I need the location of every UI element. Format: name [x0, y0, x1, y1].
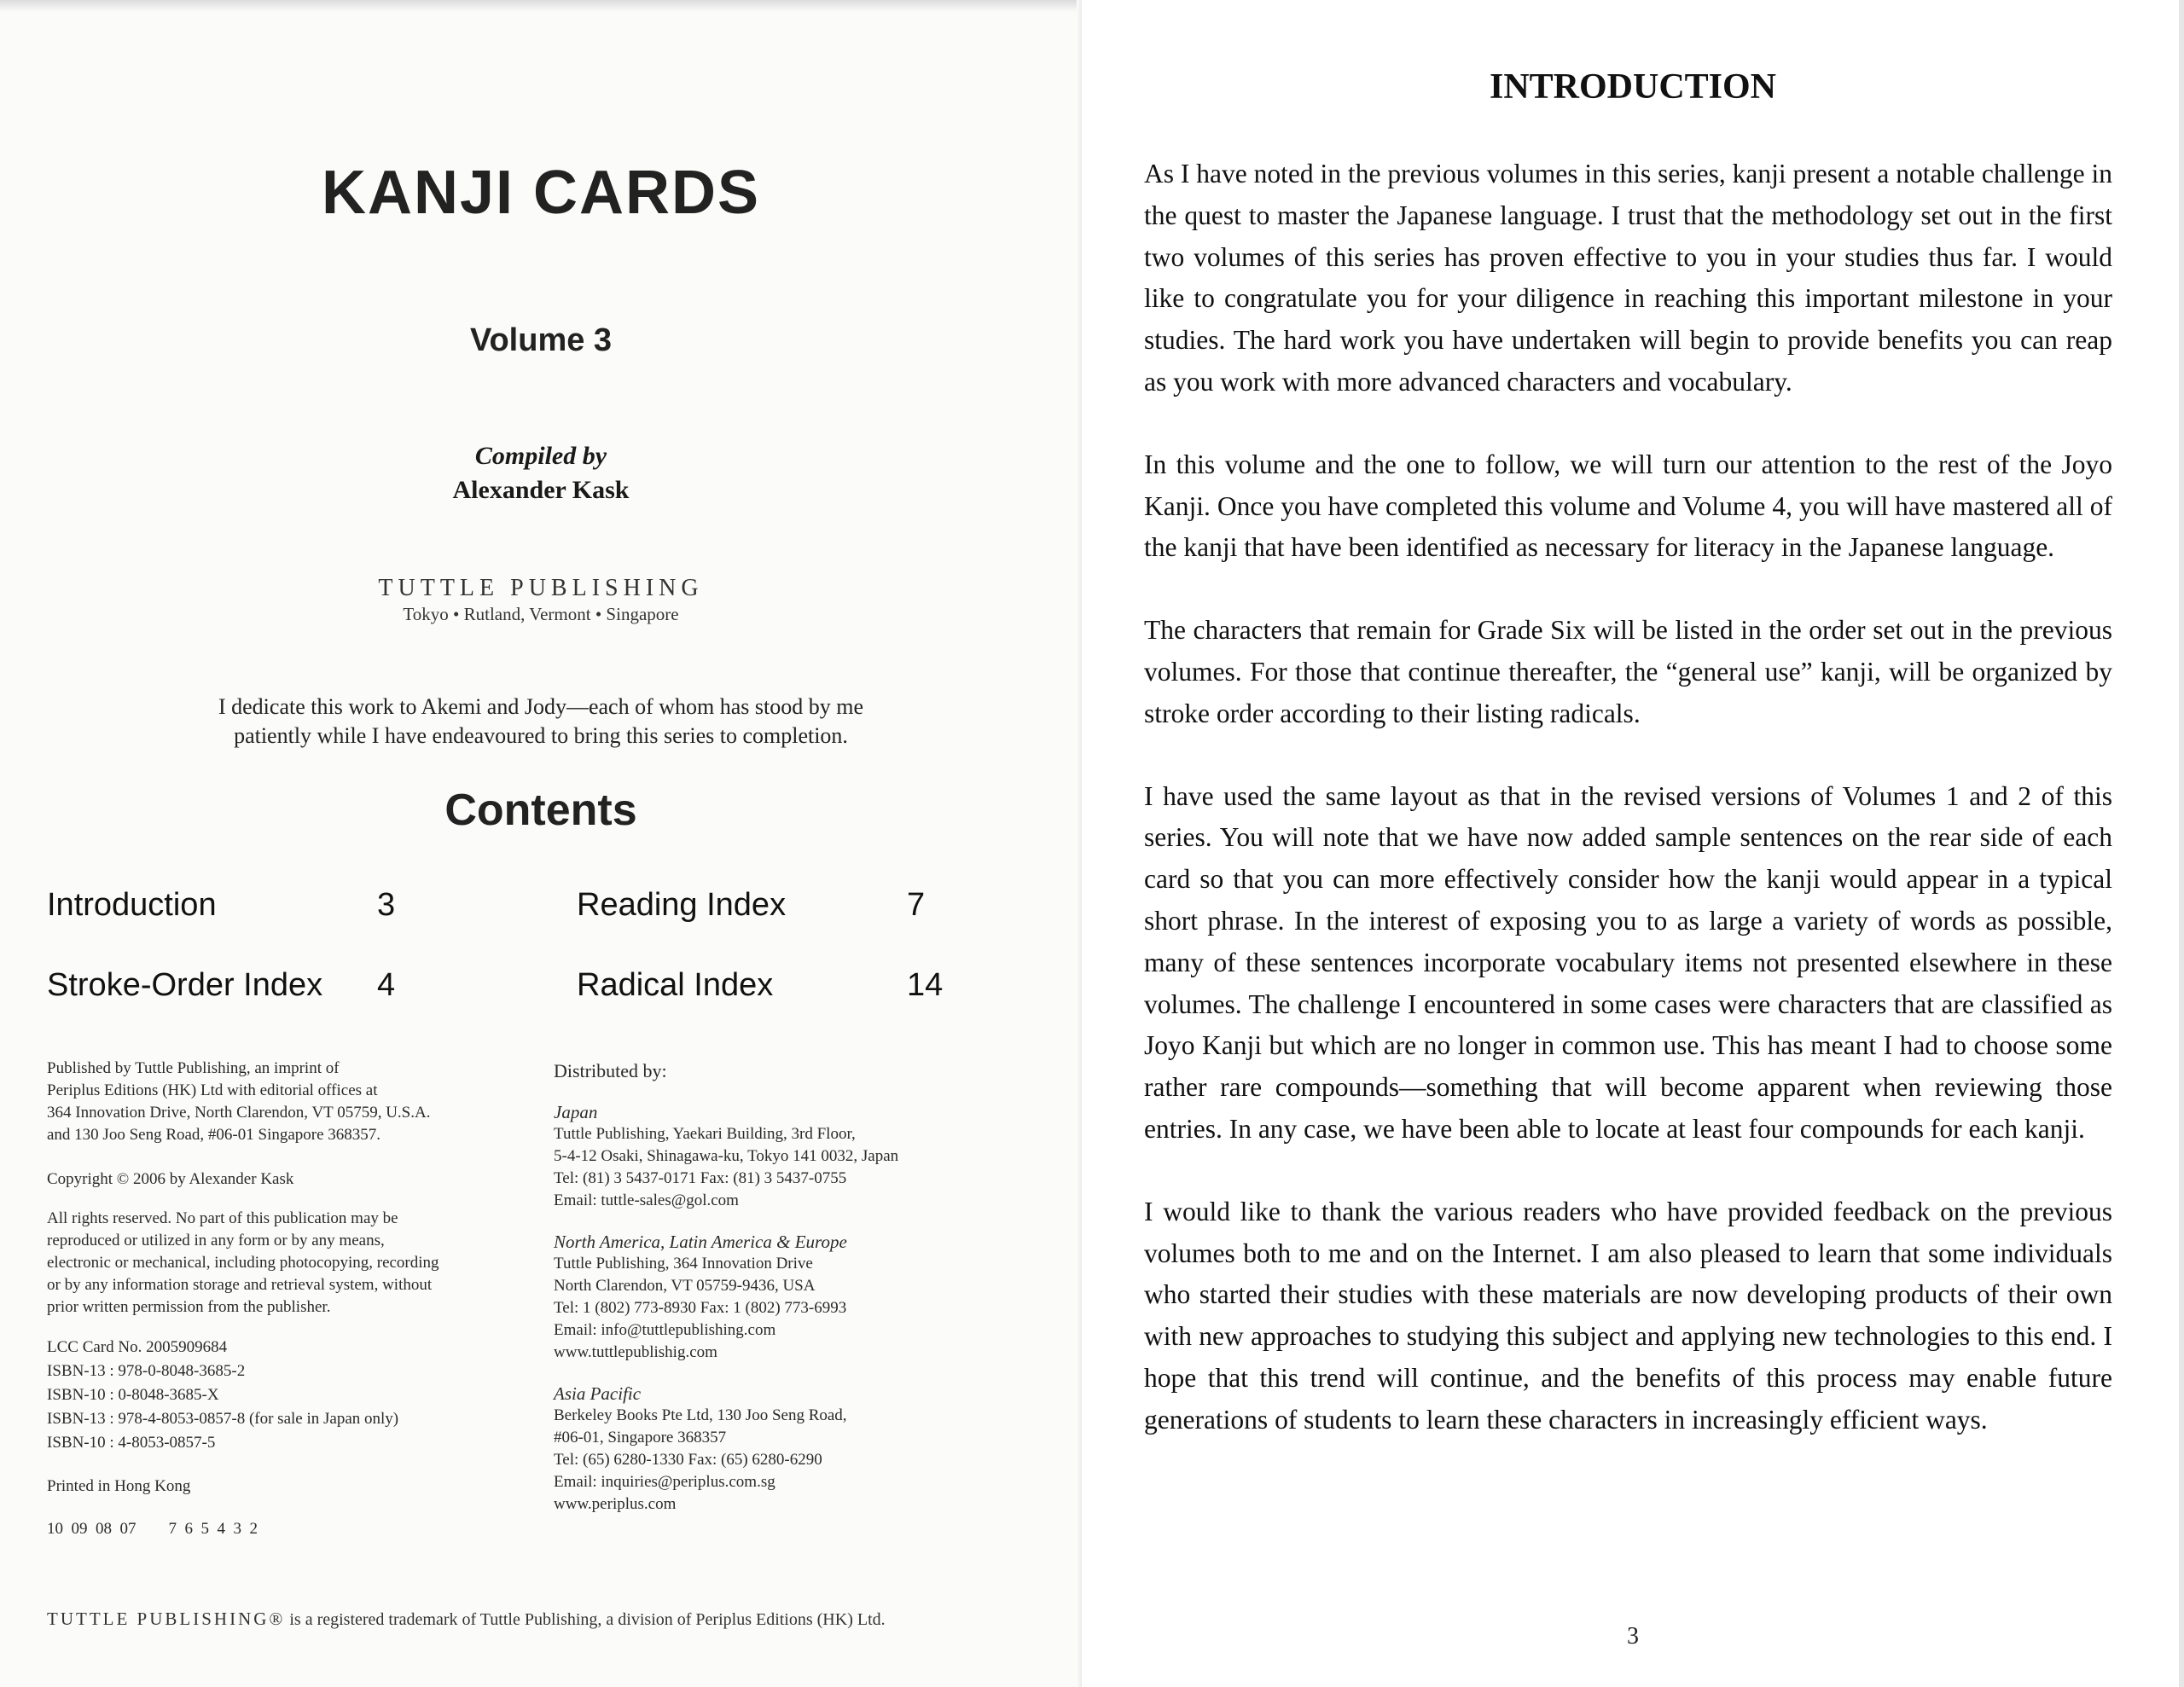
dedication-line: I dedicate this work to Akemi and Jody—each of whom has stood by me [218, 694, 864, 719]
print-number-line: 10 09 08 07 7 6 5 4 3 2 [47, 1520, 258, 1538]
published-by-block [47, 1058, 525, 1146]
address-line: Tel: (81) 3 5437-0171 Fax: (81) 3 5437-0755 [554, 1169, 847, 1187]
distribution-column [554, 1060, 1031, 1516]
introduction-body [1144, 154, 2112, 1482]
identifier-line: ISBN-13 : 978-4-8053-0857-8 (for sale in Japan only) [47, 1410, 399, 1428]
rights-line: electronic or mechanical, including photocopying, recording [47, 1254, 439, 1272]
trademark-name: TUTTLE PUBLISHING® [47, 1609, 286, 1629]
identifier-line: ISBN-10 : 4-8053-0857-5 [47, 1434, 216, 1452]
intro-paragraph: As I have noted in the previous volumes in this series, kanji present a notable challenge in the quest to master the Japanese language. I trust that the methodology set out in the first two volumes of this series has proven effective to you in your studies thus far. I would like to congratulate you for your diligence in reaching this important milestone in your studies. The hard work you have undertaken will begin to provide benefits you can reap as you work with more advanced characters and vocabulary. [1144, 159, 2112, 397]
volume-label: Volume 3 [469, 322, 613, 358]
distributed-by-label: Distributed by: [554, 1060, 667, 1081]
intro-paragraph: I have used the same layout as that in the revised versions of Volumes 1 and 2 of this series. You will note that we have now added sample sentences on the rear side of each card so that you can more effectively consider how the kanji would appear in a typical short phrase. In the interest of exposing you to as large a variety of words as possible, many of these sentences incorporate vocabulary items not presented elsewhere in these volumes. The challenge I encountered in some cases were characters that are classified as Joyo Kanji but which are no longer in common use. This has meant I had to choose some rather rare compounds—something that will become apparent when reviewing those entries. In any case, we have been able to locate at least four compounds for each kanji. [1144, 780, 2112, 1144]
rights-line: All rights reserved. No part of this publication may be [47, 1209, 398, 1227]
identifier-line: LCC Card No. 2005909684 [47, 1338, 228, 1356]
trademark-notice [47, 1609, 886, 1630]
toc-item-reading-index: Reading Index [577, 887, 787, 923]
imprint-line: Published by Tuttle Publishing, an imprint of [47, 1059, 340, 1077]
region-label: North America, Latin America & Europe [554, 1232, 847, 1252]
address-line: Tel: (65) 6280-1330 Fax: (65) 6280-6290 [554, 1451, 822, 1469]
introduction-heading: INTRODUCTION [1489, 67, 1777, 107]
trademark-text: is a registered trademark of Tuttle Publishing, a division of Periplus Editions (HK) Ltd. [285, 1610, 886, 1629]
address-line: Tuttle Publishing, 364 Innovation Drive [554, 1255, 813, 1272]
intro-paragraph: The characters that remain for Grade Six will be listed in the order set out in the previous volumes. For those that continue thereafter, the “general use” kanji, will be organized by stroke order according to their listing radicals. [1144, 615, 2112, 728]
toc-item-radical-index: Radical Index [577, 967, 774, 1003]
toc-item-stroke-order-index: Stroke-Order Index [47, 967, 323, 1003]
toc-page-stroke-order-index: 4 [377, 967, 396, 1003]
region-label: Japan [554, 1102, 598, 1122]
copyright-line: Copyright © 2006 by Alexander Kask [47, 1170, 294, 1188]
toc-item-introduction: Introduction [47, 887, 217, 923]
address-line: www.tuttlepublishig.com [554, 1343, 717, 1361]
identifier-line: ISBN-10 : 0-8048-3685-X [47, 1386, 219, 1404]
page-edge [2179, 0, 2184, 1687]
imprint-column [47, 1058, 525, 1540]
contents-title: Contents [444, 786, 637, 835]
compiler-name: Alexander Kask [452, 476, 630, 504]
left-page [0, 0, 1082, 1687]
identifier-line: ISBN-13 : 978-0-8048-3685-2 [47, 1362, 246, 1380]
rights-line: reproduced or utilized in any form or by any means, [47, 1232, 385, 1249]
intro-paragraph: In this volume and the one to follow, we will turn our attention to the rest of the Joyo Kanji. Once you have completed this volume and Volume 4, you will have mastered all of the kanji that have been identified as necessary for literacy in the Japanese language. [1144, 449, 2112, 563]
imprint-line: 364 Innovation Drive, North Clarendon, VT 05759, U.S.A. [47, 1104, 431, 1122]
distributor-americas [554, 1231, 1031, 1364]
page-number: 3 [1627, 1623, 1639, 1649]
compiled-by-label: Compiled by [474, 442, 607, 470]
address-line: Tel: 1 (802) 773-8930 Fax: 1 (802) 773-6993 [554, 1299, 847, 1317]
address-line: Email: info@tuttlepublishing.com [554, 1321, 776, 1339]
printed-in-line: Printed in Hong Kong [47, 1477, 191, 1495]
address-line: North Clarendon, VT 05759-9436, USA [554, 1277, 816, 1295]
distributor-asia [554, 1383, 1031, 1516]
address-line: Email: inquiries@periplus.com.sg [554, 1473, 775, 1491]
intro-paragraph: I would like to thank the various readers who have provided feedback on the previous volumes both to me and on the Internet. I am also pleased to learn that some individuals who started their studies with these materials are now developing products of their own with new approaches to studying this subject and applying new technologies to this end. I hope that this trend will continue, and the benefits of this process may enable future generations of students to learn these characters in increasingly efficient ways. [1144, 1196, 2112, 1435]
dedication [128, 693, 954, 751]
rights-block [47, 1208, 525, 1319]
book-title: KANJI CARDS [321, 159, 761, 227]
imprint-line: Periplus Editions (HK) Ltd with editorial offices at [47, 1081, 378, 1099]
imprint-line: and 130 Joo Seng Road, #06-01 Singapore 368357. [47, 1126, 381, 1144]
address-line: 5-4-12 Osaki, Shinagawa-ku, Tokyo 141 0032, Japan [554, 1147, 899, 1165]
toc-page-radical-index: 14 [907, 967, 944, 1003]
toc-page-introduction: 3 [377, 887, 396, 923]
address-line: Berkeley Books Pte Ltd, 130 Joo Seng Road, [554, 1406, 847, 1424]
toc-page-reading-index: 7 [907, 887, 926, 923]
publisher-name: TUTTLE PUBLISHING [378, 575, 704, 601]
address-line: Tuttle Publishing, Yaekari Building, 3rd Floor, [554, 1125, 856, 1143]
publisher-locations: Tokyo • Rutland, Vermont • Singapore [403, 604, 679, 624]
distributor-japan [554, 1101, 1031, 1212]
address-line: www.periplus.com [554, 1495, 677, 1513]
address-line: #06-01, Singapore 368357 [554, 1429, 727, 1446]
address-line: Email: tuttle-sales@gol.com [554, 1191, 739, 1209]
rights-line: prior written permission from the publisher. [47, 1298, 331, 1316]
page-edge-shadow [0, 0, 1082, 12]
identifiers-block [47, 1336, 525, 1455]
dedication-line: patiently while I have endeavoured to bring this series to completion. [234, 723, 848, 748]
rights-line: or by any information storage and retrieval system, without [47, 1276, 433, 1294]
region-label: Asia Pacific [554, 1383, 642, 1404]
